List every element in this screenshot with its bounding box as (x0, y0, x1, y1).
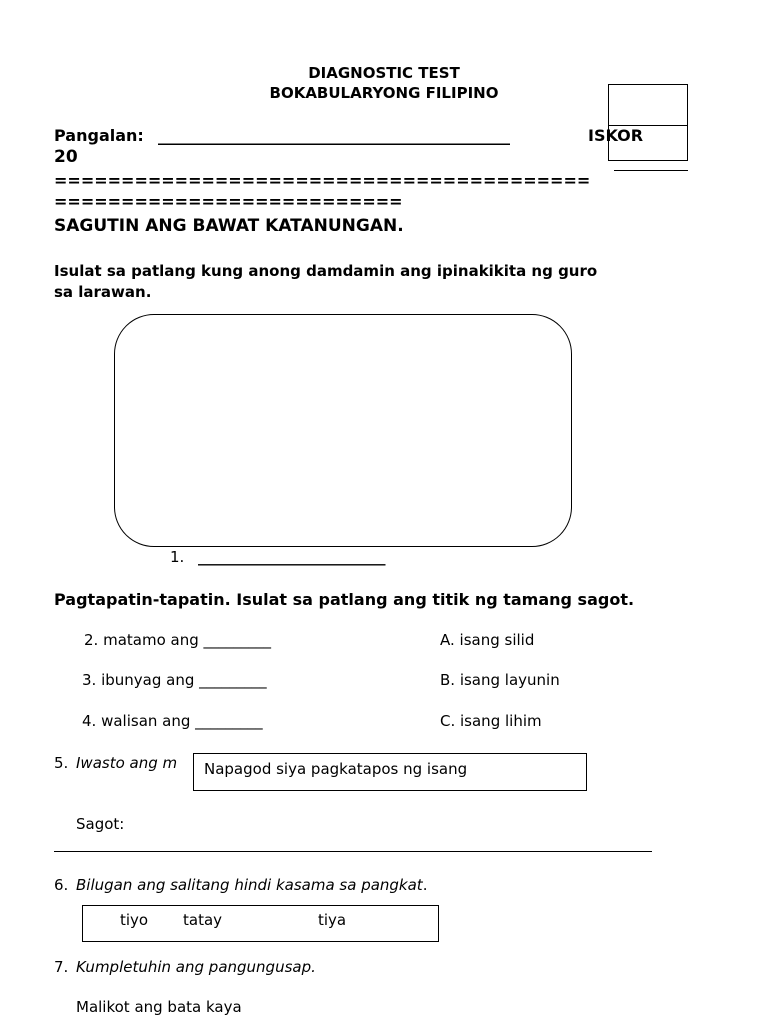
divider-line-1: ======================================== (54, 171, 591, 190)
section-heading: SAGUTIN ANG BAWAT KATANUNGAN. (54, 216, 404, 236)
q6-word-1[interactable]: tiyo (120, 911, 149, 929)
matching-instruction: Pagtapatin-tapatin. Isulat sa patlang ang titik ng tamang sagot. (54, 590, 635, 609)
q6-period: . (422, 876, 428, 894)
score-label: ISKOR (588, 126, 644, 145)
matching-item-3: 3. ibunyag ang _________ (82, 671, 267, 689)
picture-frame (114, 314, 572, 547)
q7-number: 7. (54, 958, 69, 976)
q6-prompt-wrap (76, 876, 427, 894)
matching-choice-a: A. isang silid (440, 631, 535, 649)
q6-word-2[interactable]: tatay (183, 911, 223, 929)
divider-line-2: ========================== (54, 192, 403, 211)
matching-choice-c: C. isang lihim (440, 712, 542, 730)
score-box-top (608, 84, 688, 126)
matching-choice-b: B. isang layunin (440, 671, 560, 689)
matching-item-4: 4. walisan ang _________ (82, 712, 263, 730)
q7-sentence: Malikot ang bata kaya (76, 998, 242, 1016)
q6-word-3[interactable]: tiya (318, 911, 347, 929)
q5-answer-label: Sagot: (76, 815, 125, 833)
q1-answer-blank[interactable]: _________________________ (198, 548, 386, 566)
q5-number: 5. (54, 754, 69, 772)
q5-sentence: Napagod siya pagkatapos ng isang (204, 760, 468, 778)
q5-answer-line[interactable] (54, 851, 652, 852)
q1-number: 1. (170, 548, 185, 566)
q5-prompt: Iwasto ang m (76, 754, 178, 772)
q6-number: 6. (54, 876, 69, 894)
q6-prompt: Bilugan ang salitang hindi kasama sa pangkat (76, 876, 423, 894)
q5-sentence-box (193, 753, 587, 791)
q1-instruction-line1: Isulat sa patlang kung anong damdamin ang ipinakikita ng guro (54, 262, 598, 280)
test-title: DIAGNOSTIC TEST (308, 64, 460, 82)
matching-item-2: 2. matamo ang _________ (84, 631, 272, 649)
name-label: Pangalan: (54, 126, 144, 145)
score-total: 20 (54, 147, 78, 167)
q7-prompt: Kumpletuhin ang pangungusap. (76, 958, 316, 976)
test-subtitle: BOKABULARYONG FILIPINO (269, 84, 499, 102)
name-field-blank[interactable]: ____________________________________________ (158, 126, 510, 145)
q1-instruction-line2: sa larawan. (54, 283, 152, 301)
